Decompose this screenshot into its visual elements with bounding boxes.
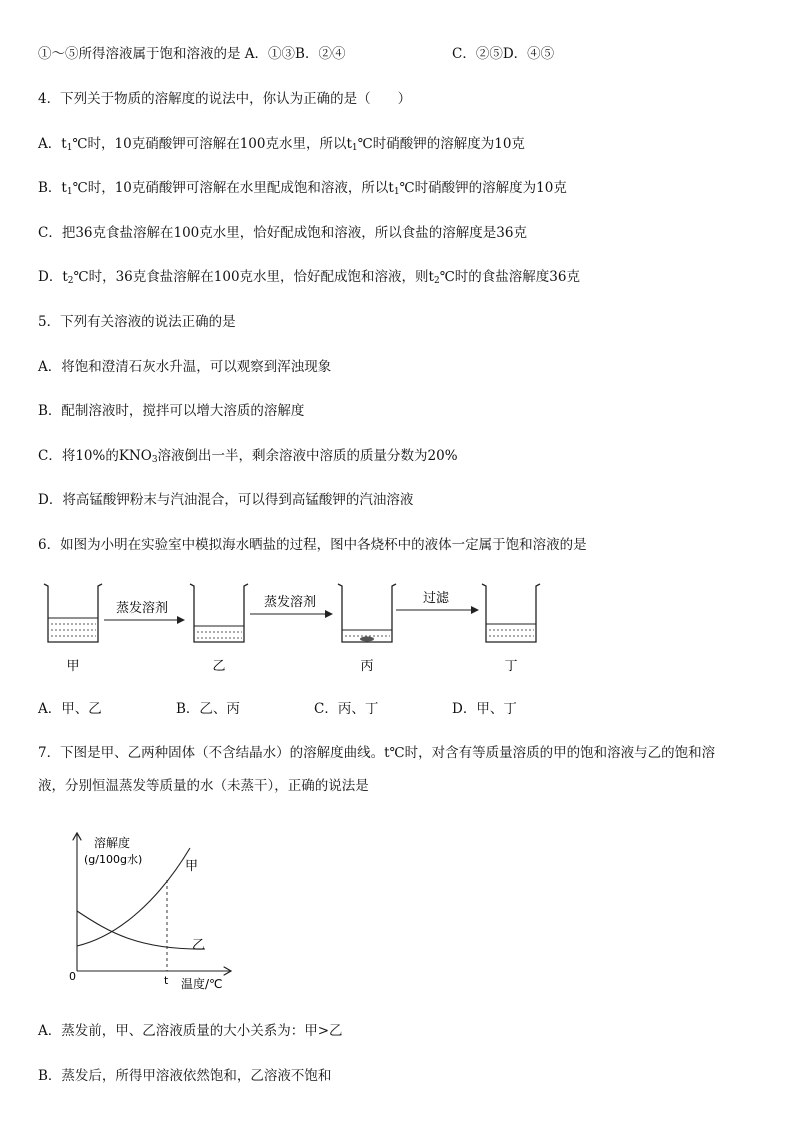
q5-option-c: C．将10%的$KNO_3$溶液倒出一半，剩余溶液中溶质的质量分数为20% [38, 448, 458, 465]
q5-stem: 5．下列有关溶液的说法正确的是 [38, 314, 236, 330]
q3-options-cd: C．②⑤D．④⑤ [452, 46, 555, 62]
q4-option-a: A．$t_1℃$时，10克硝酸钾可溶解在100克水里，所以$t_1℃$时硝酸钾的溶解度为10克 [38, 136, 525, 153]
beaker-bing [338, 584, 396, 642]
q7-stem-line1: 7．下图是甲、乙两种固体（不含结晶水）的溶解度曲线。t℃时，对含有等质量溶质的甲的饱和溶液与乙的饱和溶 [38, 745, 716, 761]
y-axis-label-2: (g/100g水) [84, 853, 143, 866]
q6-option-b: B．乙、丙 [176, 701, 240, 717]
beaker-label-bing: 丙 [360, 659, 374, 674]
x-axis-label: 温度/℃ [181, 977, 223, 991]
curve-yi-label: 乙 [192, 938, 206, 953]
beaker-jia [44, 584, 102, 642]
evaporation-diagram [38, 578, 558, 678]
q5-option-b: B．配制溶液时，搅拌可以增大溶质的溶解度 [38, 403, 305, 419]
arrow-label-1: 蒸发溶剂 [115, 601, 169, 616]
q5-option-d: D．将高锰酸钾粉末与汽油混合，可以得到高锰酸钾的汽油溶液 [38, 492, 414, 508]
q4-option-b: B．$t_1℃$时，10克硝酸钾可溶解在水里配成饱和溶液，所以$t_1℃$时硝酸钾的溶解度为10克 [38, 180, 567, 197]
q3-answer-line [38, 44, 345, 64]
origin-label: 0 [69, 970, 76, 983]
q6-option-a: A．甲、乙 [38, 701, 102, 717]
arrow-label-3: 过滤 [422, 591, 450, 606]
q4-option-c: C．把36克食盐溶解在100克水里，恰好配成饱和溶液，所以食盐的溶解度是36克 [38, 225, 527, 241]
q4-stem: 4．下列关于物质的溶解度的说法中，你认为正确的是（ ） [38, 91, 412, 107]
q3-options-ab: ①～⑤所得溶液属于饱和溶液的是 A．①③B．②④ [38, 46, 346, 62]
beaker-label-ding: 丁 [504, 659, 518, 674]
q7-option-b: B．蒸发后，所得甲溶液依然饱和，乙溶液不饱和 [38, 1068, 332, 1084]
beaker-label-yi: 乙 [212, 659, 226, 674]
arrow-label-2: 蒸发溶剂 [263, 595, 317, 610]
q6-option-c: C．丙、丁 [314, 701, 379, 717]
q4-option-d: D．$t_2℃$时，36克食盐溶解在100克水里，恰好配成饱和溶液，则$t_2℃$时的食盐溶解度36克 [38, 269, 580, 286]
q7-option-a: A．蒸发前，甲、乙溶液质量的大小关系为：甲>乙 [38, 1023, 343, 1039]
q6-option-d: D．甲、丁 [452, 701, 517, 717]
curve-yi [77, 911, 205, 949]
beaker-label-jia: 甲 [66, 659, 80, 674]
q6-stem: 6．如图为小明在实验室中模拟海水晒盐的过程，图中各烧杯中的液体一定属于饱和溶液的是 [38, 537, 587, 553]
solubility-graph [60, 828, 250, 998]
beaker-yi [190, 584, 248, 642]
tick-t-label: t [164, 974, 169, 987]
y-axis-label-1: 溶解度 [94, 836, 131, 850]
q7-stem-line2: 液，分别恒温蒸发等质量的水（未蒸干），正确的说法是 [38, 778, 369, 794]
curve-jia-label: 甲 [185, 859, 199, 874]
beaker-ding [482, 584, 540, 642]
q5-option-a: A．将饱和澄清石灰水升温，可以观察到浑浊现象 [38, 359, 332, 375]
